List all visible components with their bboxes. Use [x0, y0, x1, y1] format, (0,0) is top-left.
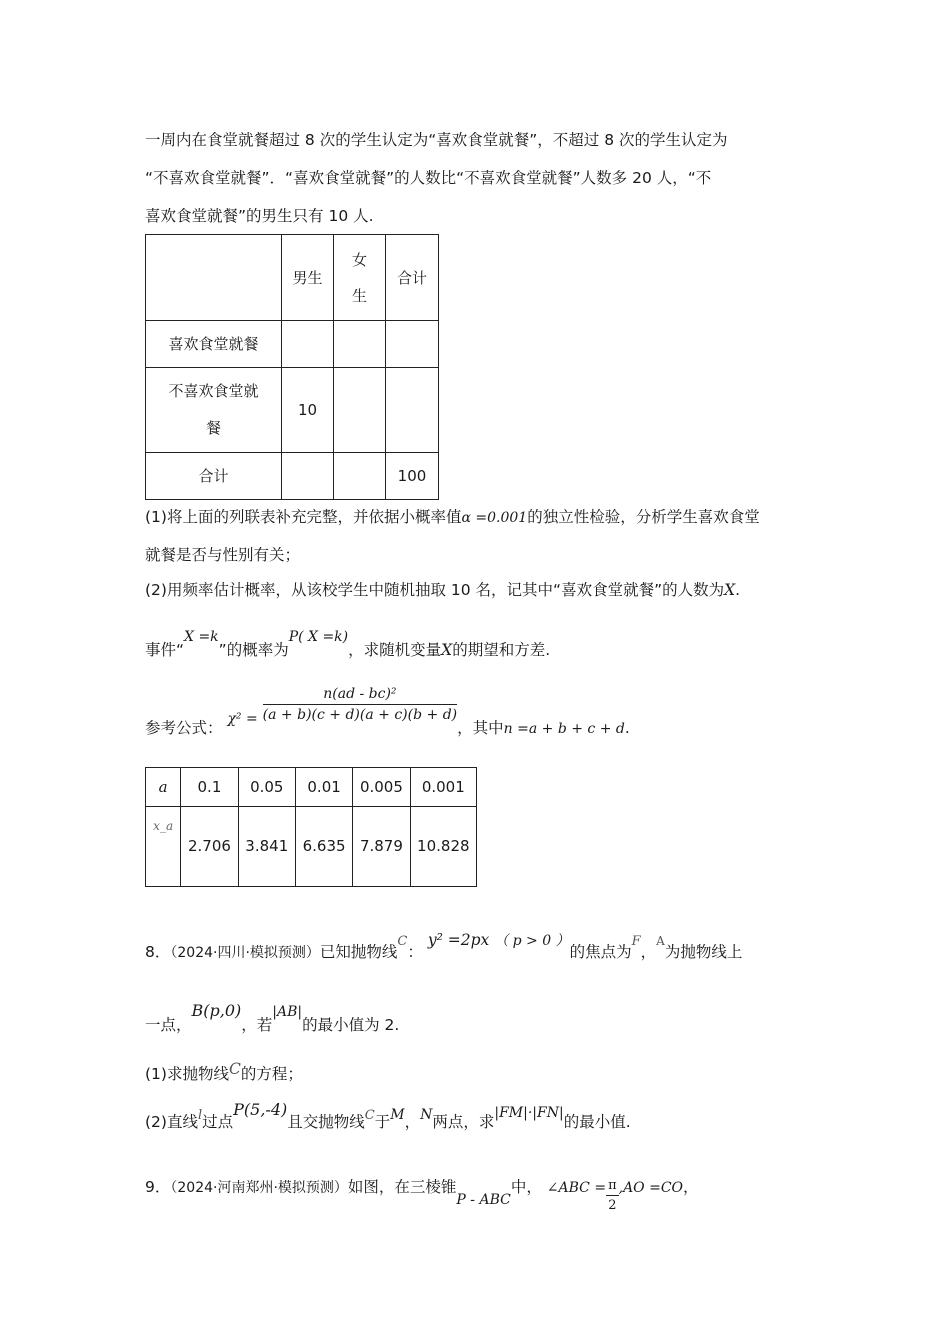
table2-cell: 2.706 [181, 807, 238, 887]
table1-header-male: 男生 [282, 235, 334, 321]
table1-row-label: 喜欢食堂就餐 [146, 321, 282, 368]
table2-cell: 6.635 [295, 807, 352, 887]
table2-header-a: a [146, 768, 181, 807]
table1-cell [334, 453, 386, 500]
table1-header-total: 合计 [386, 235, 439, 321]
table1-cell [386, 321, 439, 368]
table2-cell: 10.828 [410, 807, 476, 887]
question-9-line-1: 9．（2024·河南郑州·模拟预测）如图，在三棱锥P - ABC中， ∠ABC = $\frac{\pi}{2}$ ,AO =CO， [145, 1178, 699, 1213]
table1-corner [146, 235, 282, 321]
formula-numerator: n(ad - bc)² [263, 686, 457, 705]
table2-cell: 0.001 [410, 768, 476, 807]
table2-cell: 3.841 [238, 807, 295, 887]
table1-cell [282, 321, 334, 368]
table1-cell [334, 368, 386, 453]
question-8-part-1: (1)求抛物线C的方程； [145, 1060, 303, 1083]
reference-formula: 参考公式： χ² = $\frac{\text{n(ad - bc)²}}{(a + b)(c + d)(a + c)(b + d)}$ ，其中n =a + b + c + d. [145, 686, 630, 737]
intro-line-2: “不喜欢食堂就餐”．“喜欢食堂就餐”的人数比“不喜欢食堂就餐”人数多 20 人，“不 [145, 169, 712, 187]
table1-cell: 100 [386, 453, 439, 500]
intro-line-3: 喜欢食堂就餐”的男生只有 10 人. [145, 207, 374, 225]
critical-value-table [145, 767, 477, 887]
question-8-part-2: (2)直线$^l$过点P(5,-4)且交抛物线$^C$于M，N两点，求|FM|·|FN|的最小值. [145, 1100, 631, 1131]
table1-cell [334, 321, 386, 368]
question-1-line-1: (1)将上面的列联表补充完整，并依据小概率值α =0.001的独立性检验，分析学生喜欢食堂 [145, 508, 760, 526]
table1-row-label: 不喜欢食堂就 餐 [146, 368, 282, 453]
table2-header-x: x_a [146, 807, 181, 887]
table1-header-female: 女 生 [334, 235, 386, 321]
intro-line-1: 一周内在食堂就餐超过 8 次的学生认定为“喜欢食堂就餐”，不超过 8 次的学生认定为 [145, 131, 728, 149]
table2-cell: 0.05 [238, 768, 295, 807]
table1-row-label: 合计 [146, 453, 282, 500]
table2-cell: 0.01 [295, 768, 352, 807]
question-2-line-2: 事件“X =k”的概率为P( X =k)，求随机变量X的期望和方差. [145, 629, 551, 659]
formula-denominator: (a + b)(c + d)(a + c)(b + d) [262, 707, 458, 723]
contingency-table [145, 234, 439, 500]
question-1-line-2: 就餐是否与性别有关； [145, 546, 301, 564]
table1-cell [282, 453, 334, 500]
table2-cell: 0.1 [181, 768, 238, 807]
table2-cell: 7.879 [353, 807, 410, 887]
question-2-line-1: (2)用频率估计概率，从该校学生中随机抽取 10 名，记其中“喜欢食堂就餐”的人数为X. [145, 581, 741, 599]
table1-cell [386, 368, 439, 453]
question-8-line-1: 8．（2024·四川·模拟预测）已知抛物线$^C$： y² =2px （ p > 0 ）的焦点为$^F$，$^A$为抛物线上 [145, 931, 743, 961]
question-8-line-2: 一点，B(p,0)，若|AB|的最小值为 2. [145, 1001, 400, 1034]
table1-cell: 10 [282, 368, 334, 453]
table2-cell: 0.005 [353, 768, 410, 807]
